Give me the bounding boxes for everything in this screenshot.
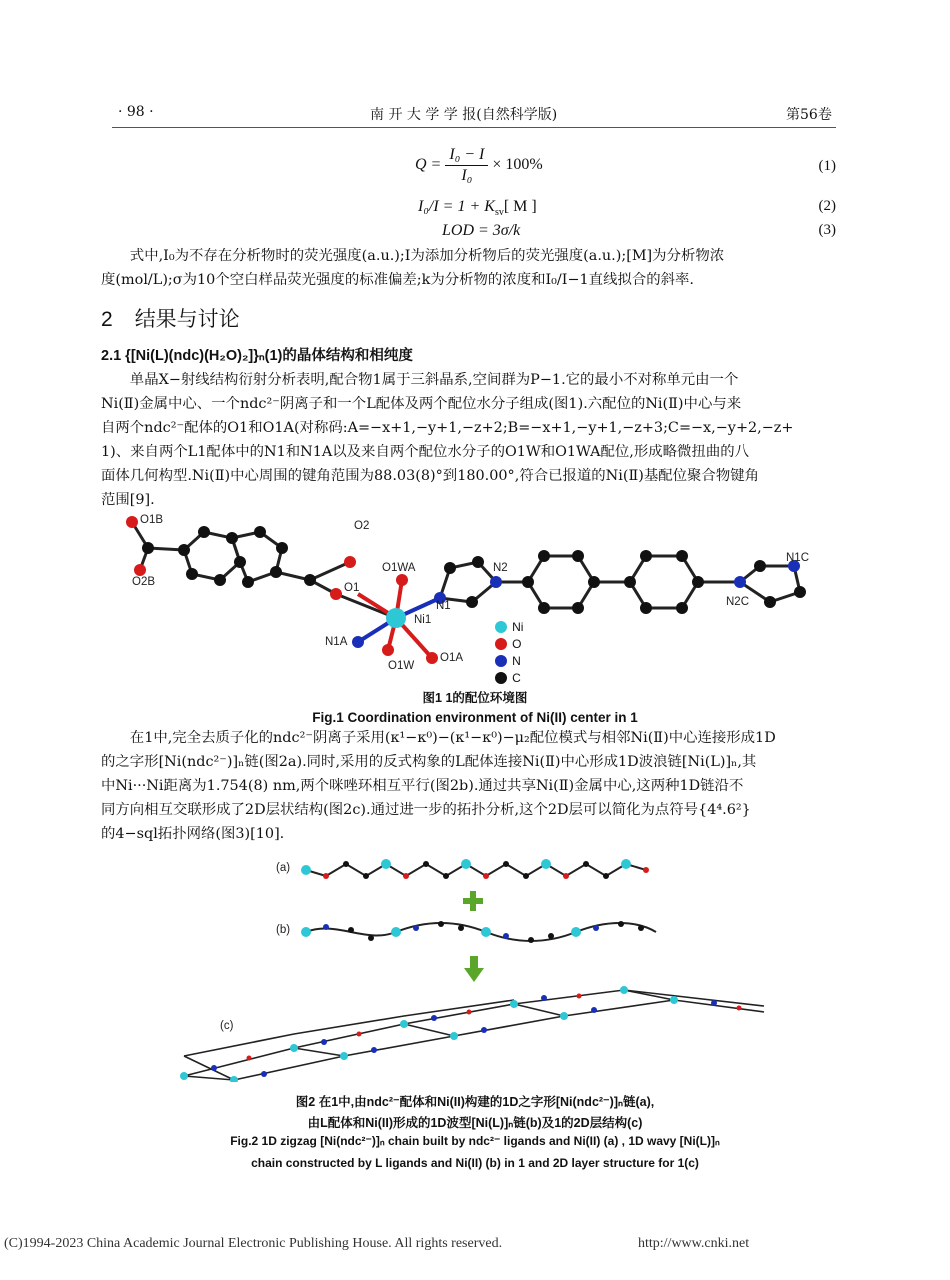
c-legend-dot bbox=[495, 672, 507, 684]
volume-label: 第56卷 bbox=[786, 107, 832, 123]
n-legend-dot bbox=[495, 655, 507, 667]
figure-2-caption-en-1: Fig.2 1D zigzag [Ni(ndc²⁻)]ₙ chain built by ndc²⁻ ligands and Ni(II) (a) , 1D wavy [Ni(L)]ₙ bbox=[230, 1134, 720, 1148]
atom-label: N1A bbox=[325, 636, 348, 648]
atom-label: O2 bbox=[354, 520, 370, 532]
atom-label: N2C bbox=[726, 596, 750, 608]
atom-label: Ni1 bbox=[414, 614, 432, 626]
header-rule bbox=[112, 127, 836, 128]
panel-label-b: (b) bbox=[276, 924, 291, 936]
atom-label: O1 bbox=[344, 582, 360, 594]
subsection-heading: 2.1 {[Ni(L)(ndc)(H₂O)₂]}ₙ(1)的晶体结构和相纯度 bbox=[101, 348, 413, 364]
atom-label: N1C bbox=[786, 552, 810, 564]
atom-label: N1 bbox=[436, 600, 451, 612]
atom-label: O1A bbox=[440, 652, 464, 664]
atom-label: N2 bbox=[493, 562, 508, 574]
paragraph-chains: 在1中,完全去质子化的ndc²⁻阴离子采用(κ¹−κ⁰)−(κ¹−κ⁰)−μ₂配位模式与相邻Ni(Ⅱ)中心连接形成1D 的之字形[Ni(ndc²⁻)]ₙ链(图2a).同时,采用的反式构象的L配体连接Ni(Ⅱ)中心形成1D波浪链[Ni(L)]ₙ,其 中Ni···Ni距离为1.754(8) nm,两个咪唑环相互平行(图2b).通过共享Ni(Ⅱ)金属中心,这两种1D链沿不 同方向相互交联形成了2D层状结构(图2c).通过进一步的拓扑分析,这个2D层可以简化为点符号{4⁴.6²} 的4−sql拓扑网络(图3)[10]. bbox=[101, 730, 776, 842]
equation-2-number: (2) bbox=[818, 198, 836, 214]
copyright-text: (C)1994-2023 China Academic Journal Electronic Publishing House. All rights reserved. bbox=[4, 1236, 503, 1251]
paragraph-crystal-structure: 单晶X−射线结构衍射分析表明,配合物1属于三斜晶系,空间群为P−1.它的最小不对称单元由一个 Ni(Ⅱ)金属中心、一个ndc²⁻阴离子和一个L配体及两个配位水分子组成(图1).六配位的Ni(Ⅱ)中心与来 自两个ndc²⁻配体的O1和O1A(对称码:A=−x+1,−y+1,−z+2;B=−x+1,−y+1,−z+3;C=−x,−y+2,−z+ 1)、来自两个L1配体中的N1和N1A以及来自两个配位水分子的O1W和O1WA配位,形成略微扭曲的八 面体几何构型.Ni(Ⅱ)中心周围的键角范围为88.03(8)°到180.00°,符合已报道的Ni(Ⅱ)基配位聚合物键角 范围[9]. bbox=[101, 372, 794, 508]
equation-3-number: (3) bbox=[818, 222, 836, 238]
plus-icon bbox=[462, 890, 484, 912]
equation-3: LOD = 3σ/k bbox=[442, 222, 521, 239]
equation-1: Q = $\frac{\text{I₀ − I}}{\text{I₀}}$ × 100% bbox=[415, 146, 543, 184]
panel-label-a: (a) bbox=[276, 862, 291, 874]
atom-label: O1W bbox=[388, 660, 415, 672]
atom-label: O2B bbox=[132, 576, 156, 588]
journal-title: 南 开 大 学 学 报(自然科学版) bbox=[370, 107, 558, 123]
ni-legend-dot bbox=[495, 621, 507, 633]
figure-1-caption-cn: 图1 1的配位环境图 bbox=[422, 691, 528, 705]
figure-2b-wavy-chain bbox=[296, 914, 666, 950]
figure-2-caption-en-2: chain constructed by L ligands and Ni(II) (b) in 1 and 2D layer structure for 1(c) bbox=[251, 1156, 699, 1170]
figure-2a-zigzag-chain bbox=[296, 852, 666, 888]
down-arrow-icon bbox=[464, 956, 484, 982]
panel-label-c: (c) bbox=[220, 1020, 234, 1032]
figure-1-caption-en: Fig.1 Coordination environment of Ni(II) center in 1 bbox=[312, 710, 638, 725]
atom-legend: Ni O N C bbox=[495, 616, 523, 684]
atom-label: O1B bbox=[140, 514, 164, 526]
o-legend-dot bbox=[495, 638, 507, 650]
definitions-paragraph: 式中,I₀为不存在分析物时的荧光强度(a.u.);I为添加分析物后的荧光强度(a.u.);[M]为分析物浓 度(mol/L);σ为10个空白样品荧光强度的标准偏差;k为分析物的浓度和I₀/I−1直线拟合的斜率. bbox=[101, 248, 725, 288]
equation-1-number: (1) bbox=[818, 158, 836, 174]
cnki-link[interactable]: http://www.cnki.net bbox=[638, 1236, 750, 1251]
page-number: · 98 · bbox=[118, 104, 154, 120]
figure-2-caption-cn-1: 图2 在1中,由ndc²⁻配体和Ni(II)构建的1D之字形[Ni(ndc²⁻)]ₙ链(a), bbox=[295, 1095, 655, 1109]
equation-2: $I_0/I = 1 + K_{sv}$[ M ] bbox=[418, 198, 537, 219]
figure-2c-layer bbox=[174, 986, 774, 1082]
figure-2-caption-cn-2: 由L配体和Ni(II)形成的1D波型[Ni(L)]ₙ链(b)及1的2D层结构(c) bbox=[307, 1116, 643, 1130]
atom-label: O1WA bbox=[382, 562, 416, 574]
section-heading: 2 结果与讨论 bbox=[101, 308, 240, 331]
